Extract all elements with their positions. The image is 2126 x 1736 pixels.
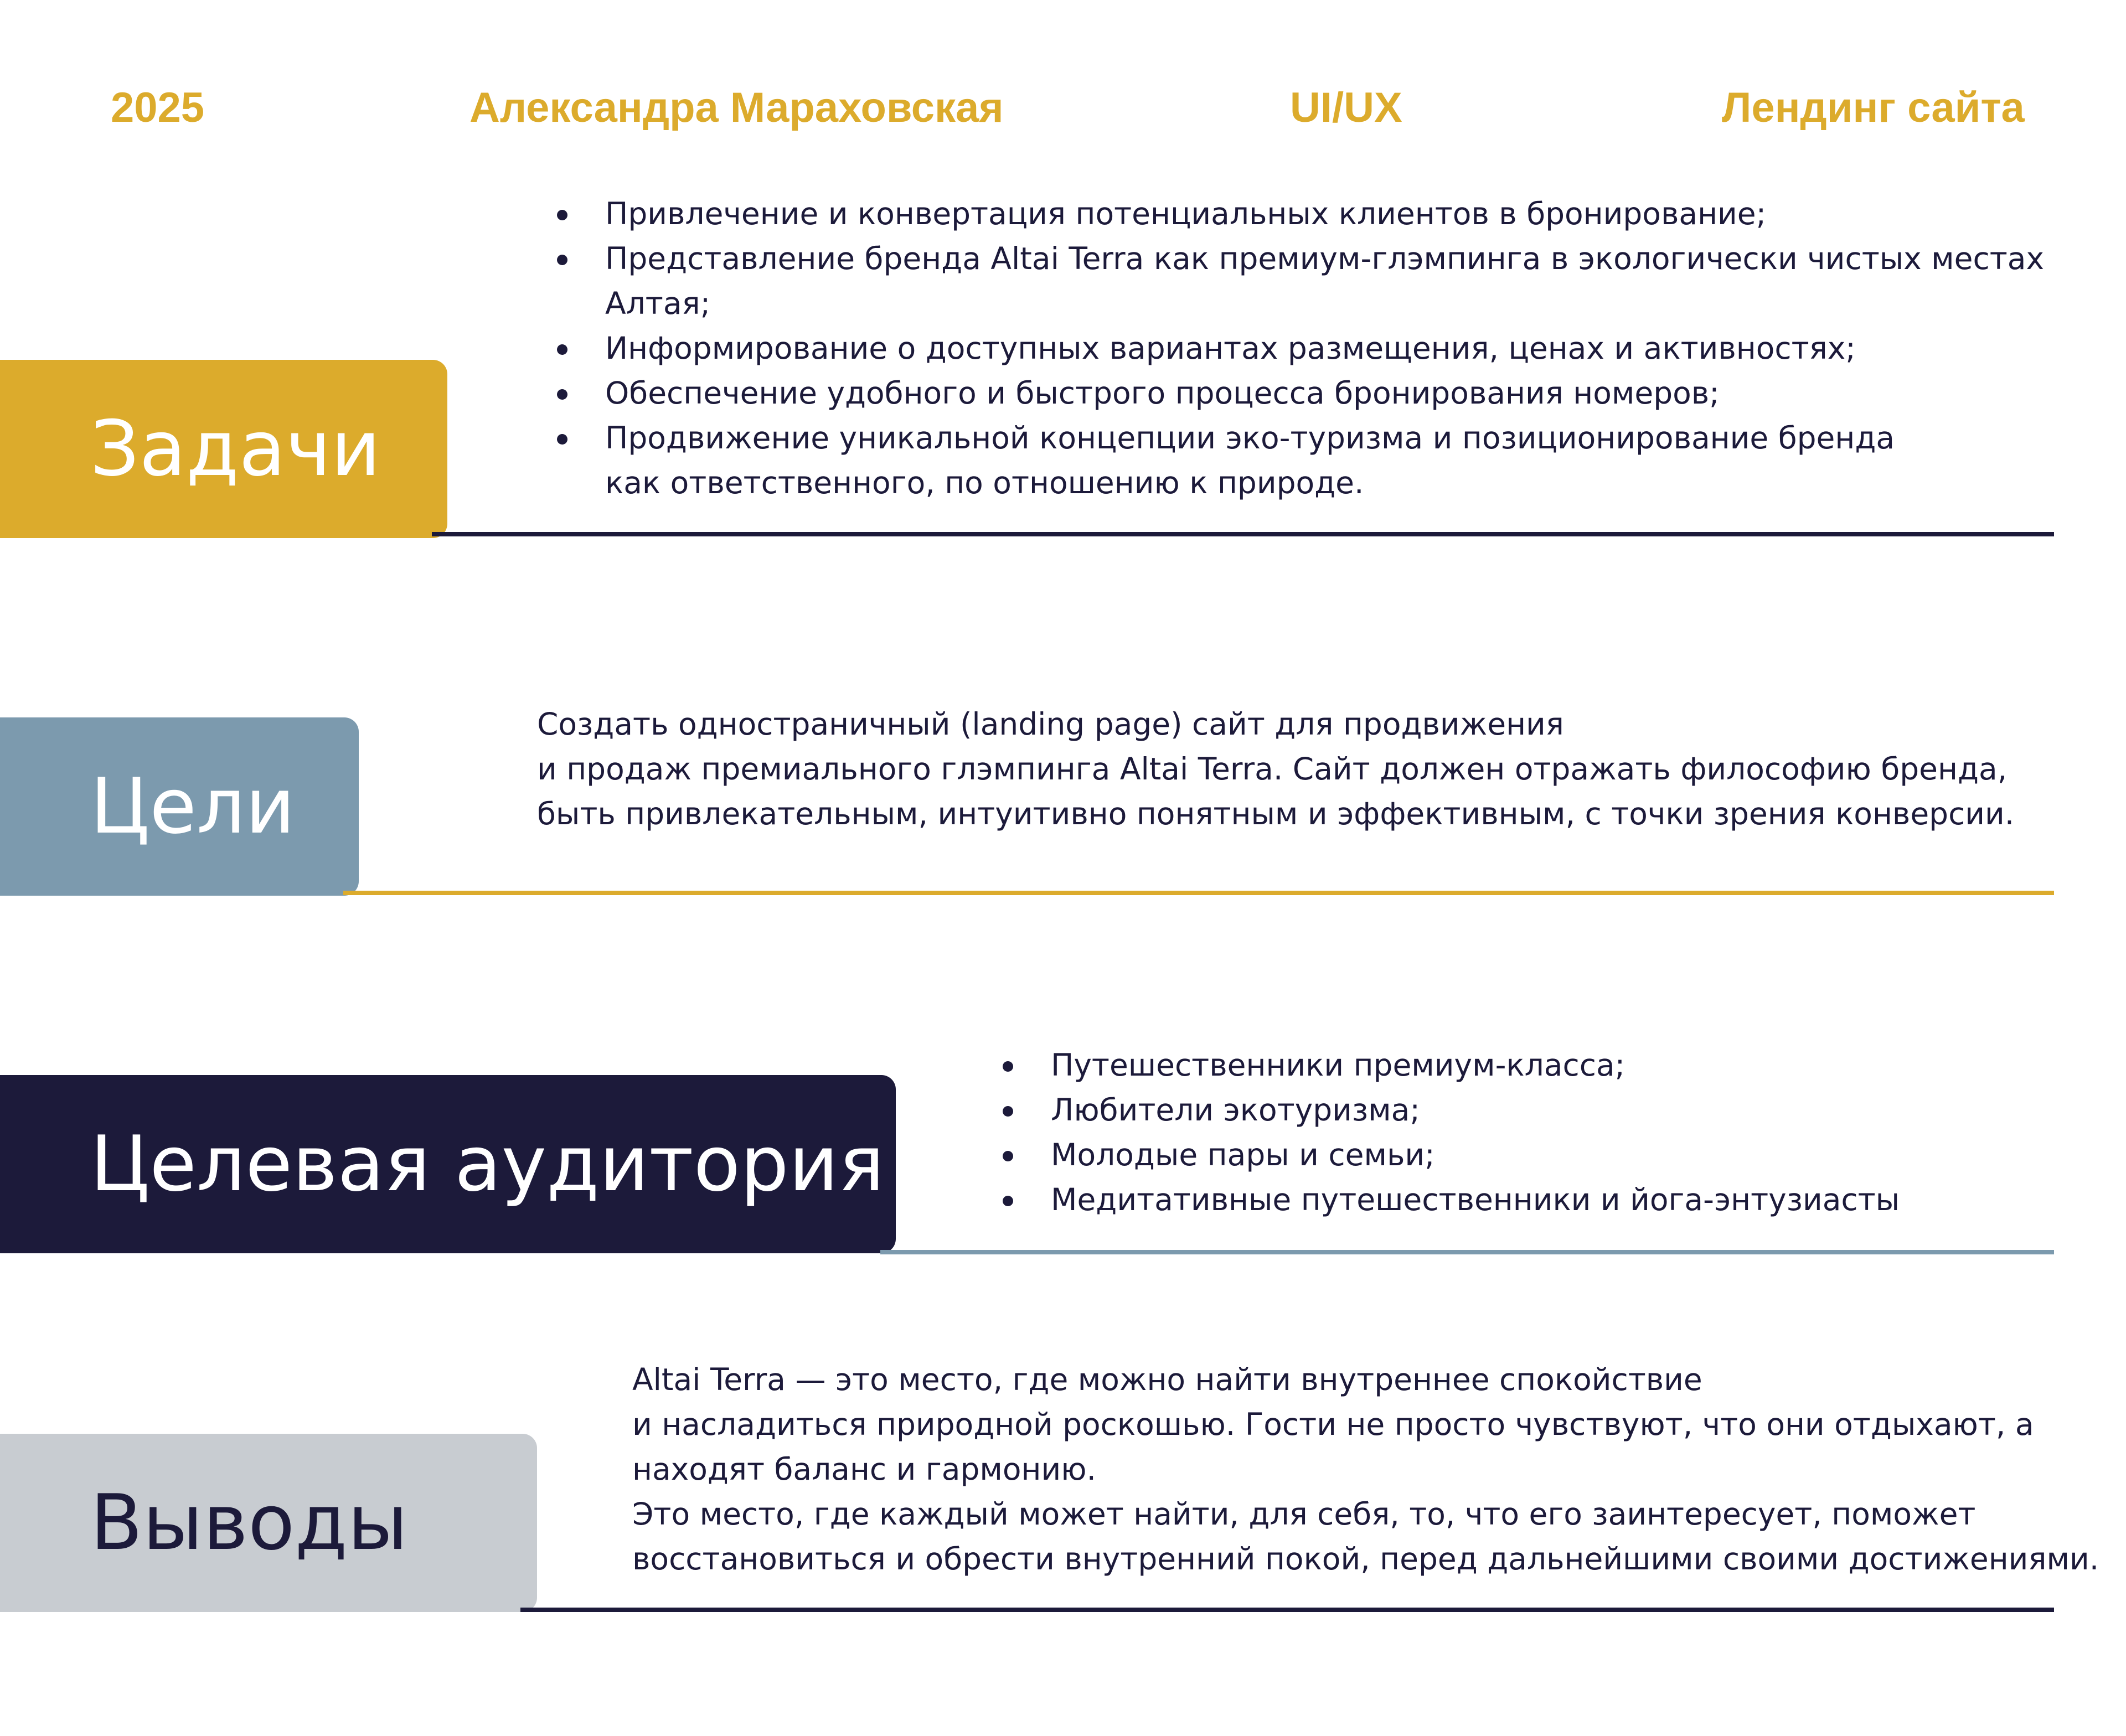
- tasks-body: [554, 192, 2044, 505]
- header-year: 2025: [111, 84, 205, 131]
- list-item: Медитативные путешественники и йога-энтузиасты: [999, 1177, 1900, 1222]
- header-project: Лендинг сайта: [1722, 84, 2025, 131]
- goals-tag: [0, 717, 359, 896]
- goals-line: и продаж премиального глэмпинга Altai Terra. Сайт должен отражать философию бренда,: [537, 751, 2008, 787]
- header-discipline: UI/UX: [1290, 84, 1402, 131]
- conclusions-title: Выводы: [90, 1478, 408, 1567]
- conclusions-body: [632, 1357, 2099, 1582]
- audience-divider: [880, 1250, 2054, 1254]
- conclusions-line: Altai Terra — это место, где можно найти внутреннее спокойствие: [632, 1362, 1702, 1397]
- conclusions-divider: [520, 1608, 2054, 1612]
- list-item: Информирование о доступных вариантах размещения, ценах и активностях;: [554, 326, 2044, 371]
- tasks-divider: [432, 532, 2054, 536]
- goals-body: [537, 702, 2014, 836]
- goals-line: Создать одностраничный (landing page) сайт для продвижения: [537, 706, 1564, 742]
- list-item: Представление бренда Altai Terra как премиум-глэмпинга в экологически чистых местах Алтая;: [554, 236, 2044, 326]
- audience-list: [999, 1043, 1900, 1222]
- tasks-list: [554, 192, 2044, 505]
- audience-tag: [0, 1075, 896, 1253]
- goals-line: быть привлекательным, интуитивно понятным и эффективным, с точки зрения конверсии.: [537, 796, 2015, 831]
- list-item: Молодые пары и семьи;: [999, 1133, 1900, 1177]
- list-item: Продвижение уникальной концепции эко-туризма и позиционирование бренда как ответственного, по отношению к природе.: [554, 416, 2044, 505]
- goals-title: Цели: [90, 762, 295, 851]
- conclusions-line: и насладиться природной роскошью. Гости не просто чувствуют, что они отдыхают, а: [632, 1407, 2034, 1442]
- conclusions-tag: [0, 1434, 537, 1612]
- list-item: Привлечение и конвертация потенциальных клиентов в бронирование;: [554, 192, 2044, 236]
- conclusions-line: Это место, где каждый может найти, для себя, то, что его заинтересует, поможет: [632, 1496, 1976, 1532]
- conclusions-line: находят баланс и гармонию.: [632, 1451, 1097, 1487]
- audience-title: Целевая аудитория: [90, 1119, 885, 1208]
- goals-divider: [343, 891, 2054, 895]
- list-item: Обеспечение удобного и быстрого процесса бронирования номеров;: [554, 371, 2044, 416]
- audience-body: [999, 1043, 1900, 1222]
- list-item: Любители экотуризма;: [999, 1088, 1900, 1133]
- conclusions-line: восстановиться и обрести внутренний покой, перед дальнейшими своими достижениями.: [632, 1541, 2099, 1577]
- tasks-tag: [0, 360, 447, 538]
- header-author: Александра Мараховская: [469, 84, 1004, 131]
- list-item: Путешественники премиум-класса;: [999, 1043, 1900, 1088]
- tasks-title: Задачи: [90, 404, 381, 493]
